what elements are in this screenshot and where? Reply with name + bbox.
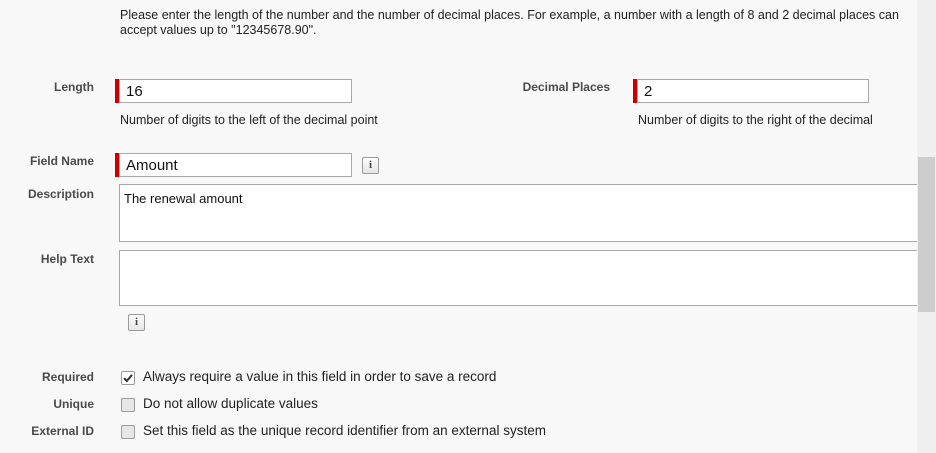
checkmark-icon	[122, 372, 134, 384]
required-label: Required	[41, 370, 94, 384]
required-checkbox-label: Always require a value in this field in order to save a record	[143, 369, 497, 384]
scrollbar-thumb[interactable]	[918, 157, 935, 312]
external-id-checkbox[interactable]	[121, 425, 135, 439]
unique-checkbox-label: Do not allow duplicate values	[143, 396, 318, 411]
field-name-info-icon[interactable]: i	[362, 157, 379, 174]
length-hint: Number of digits to the left of the decimal point	[120, 113, 378, 127]
intro-instructions: Please enter the length of the number and the number of decimal places. For example, a number with a length of 8 and 2 decimal places can accept values up to "12345678.90".	[120, 8, 899, 37]
decimal-places-hint: Number of digits to the right of the decimal	[638, 113, 873, 127]
help-text-info-icon[interactable]: i	[128, 314, 145, 331]
decimal-places-input[interactable]	[637, 79, 869, 103]
help-text-label: Help Text	[40, 252, 94, 266]
help-text-textarea[interactable]	[119, 250, 918, 306]
unique-checkbox[interactable]	[121, 398, 135, 412]
decimal-places-label: Decimal Places	[522, 80, 610, 94]
length-input[interactable]	[119, 79, 352, 103]
field-name-label: Field Name	[29, 154, 94, 168]
external-id-checkbox-label: Set this field as the unique record identifier from an external system	[143, 423, 546, 438]
description-textarea[interactable]	[119, 184, 918, 242]
external-id-label: External ID	[31, 424, 94, 438]
required-checkbox[interactable]	[121, 371, 135, 385]
field-name-input[interactable]	[119, 153, 352, 177]
description-label: Description	[27, 187, 94, 201]
length-label: Length	[54, 80, 94, 94]
unique-label: Unique	[53, 397, 94, 411]
